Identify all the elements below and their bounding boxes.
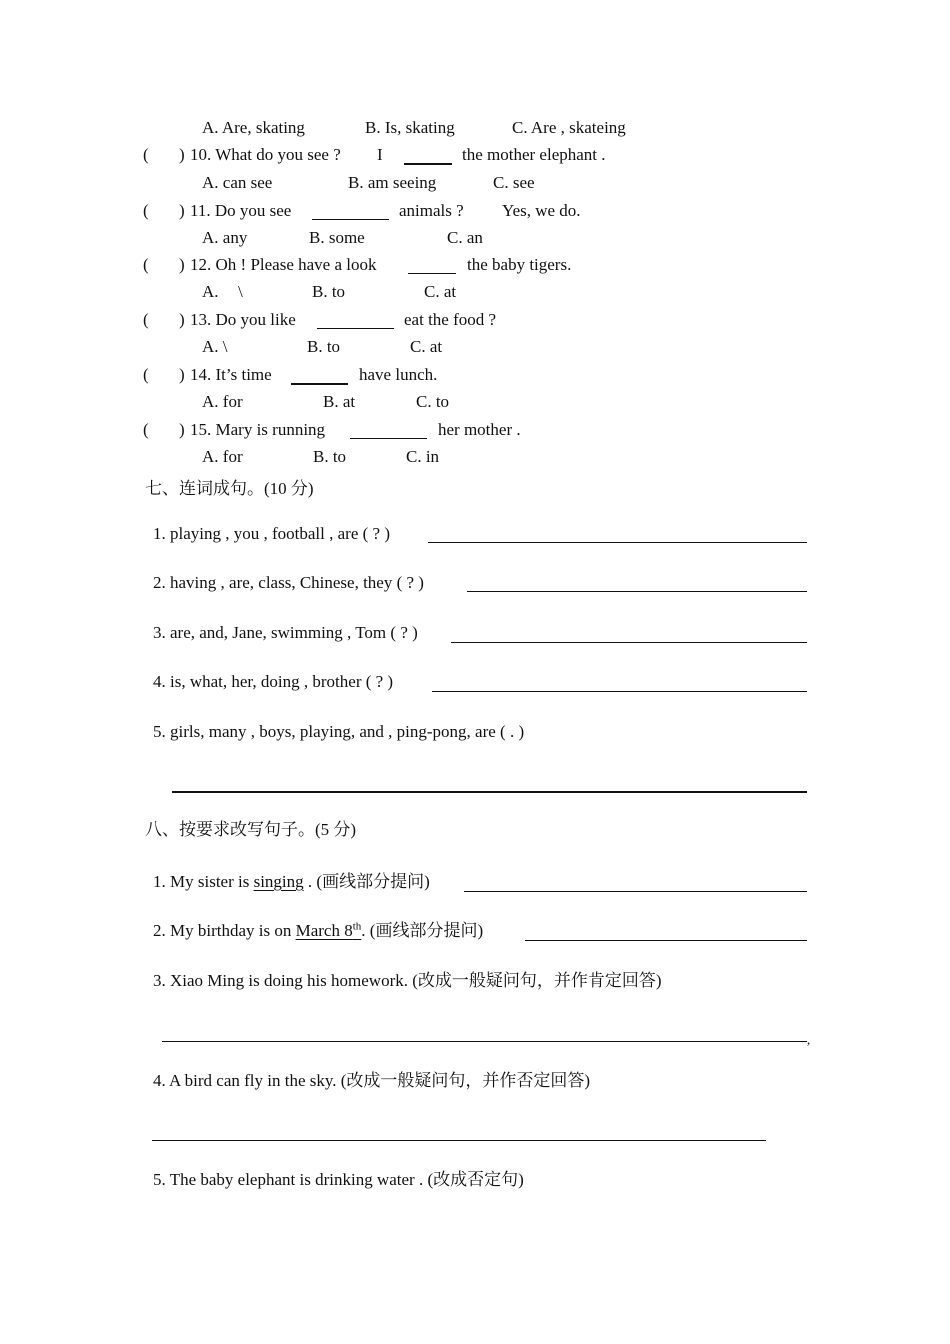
s7-item-5: 5. girls, many , boys, playing, and , ping-pong, are ( . )	[153, 722, 525, 741]
q12-option-c: C. at	[424, 282, 457, 301]
q13-option-a: A. \	[202, 337, 228, 356]
s7-item-3: 3. are, and, Jane, swimming , Tom ( ? )	[153, 623, 418, 642]
q12-option-a-slash: \	[238, 282, 243, 301]
q10-option-c: C. see	[493, 173, 535, 192]
q10-option-a: A. can see	[202, 173, 273, 192]
q9-option-a: A. Are, skating	[202, 118, 305, 137]
s7-answer-line-1[interactable]	[428, 542, 807, 543]
q13-option-c: C. at	[410, 337, 443, 356]
s8-item-2-underlined: March 8th	[295, 920, 362, 940]
q12-stem: 12. Oh ! Please have a look	[190, 255, 377, 274]
q14-stem: 14. It’s time	[190, 365, 272, 384]
q13-answer-paren-open: (	[143, 310, 149, 329]
s8-item-1: 1. My sister is singing . (画线部分提问)	[153, 872, 430, 891]
section7-title: 七、连词成句。(10 分)	[145, 479, 314, 498]
q12-answer-paren-close: )	[179, 255, 185, 274]
q13-stem: 13. Do you like	[190, 310, 296, 329]
q11-answer-paren-open: (	[143, 201, 149, 220]
q14-answer-paren-close: )	[179, 365, 185, 384]
q13-blank[interactable]	[317, 328, 394, 329]
q14-stem-end: have lunch.	[359, 365, 438, 384]
s7-item-2: 2. having , are, class, Chinese, they ( ? )	[153, 573, 424, 592]
q14-answer-paren-open: (	[143, 365, 149, 384]
q15-option-a: A. for	[202, 447, 243, 466]
s8-answer-line-3[interactable]	[162, 1041, 807, 1042]
q14-option-c: C. to	[416, 392, 450, 411]
q12-answer-paren-open: (	[143, 255, 149, 274]
s8-answer-line-1[interactable]	[464, 891, 807, 892]
q11-answer-paren-close: )	[179, 201, 185, 220]
s7-answer-line-5[interactable]	[172, 791, 807, 793]
s7-answer-line-4[interactable]	[432, 691, 807, 692]
q11-stem: 11. Do you see	[190, 201, 292, 220]
s8-answer-line-3-comma: ,	[807, 1032, 811, 1047]
q15-option-c: C. in	[406, 447, 440, 466]
q15-answer-paren-open: (	[143, 420, 149, 439]
q15-stem: 15. Mary is running	[190, 420, 326, 439]
q15-stem-end: her mother .	[438, 420, 521, 439]
s8-item-2: 2. My birthday is on March 8th. (画线部分提问)	[153, 920, 484, 940]
q11-option-a: A. any	[202, 228, 248, 247]
q12-stem-end: the baby tigers.	[467, 255, 572, 274]
q11-blank[interactable]	[312, 219, 389, 220]
section8-title: 八、按要求改写句子。(5 分)	[145, 820, 357, 839]
q15-answer-paren-close: )	[179, 420, 185, 439]
q12-option-a: A.	[202, 282, 219, 301]
q11-stem-reply: Yes, we do.	[502, 201, 581, 220]
q15-option-b: B. to	[313, 447, 347, 466]
q11-option-c: C. an	[447, 228, 483, 247]
q14-blank[interactable]	[291, 383, 348, 385]
q13-option-b: B. to	[307, 337, 341, 356]
s8-item-3: 3. Xiao Ming is doing his homework. (改成一般疑问句，并作肯定回答)	[153, 971, 662, 990]
q13-answer-paren-close: )	[179, 310, 185, 329]
q12-option-b: B. to	[312, 282, 346, 301]
q10-stem: 10. What do you see ?	[190, 145, 341, 164]
q14-option-a: A. for	[202, 392, 243, 411]
s8-item-4: 4. A bird can fly in the sky. (改成一般疑问句，并作否定回答)	[153, 1071, 591, 1090]
q13-stem-end: eat the food ?	[404, 310, 497, 329]
q12-blank[interactable]	[408, 273, 456, 274]
s8-item-1-underlined: singing	[253, 872, 304, 891]
s8-answer-line-2[interactable]	[525, 940, 807, 941]
q14-option-b: B. at	[323, 392, 356, 411]
q15-blank[interactable]	[350, 438, 427, 439]
s8-item-5: 5. The baby elephant is drinking water . (改成否定句)	[153, 1170, 524, 1189]
s7-answer-line-3[interactable]	[451, 642, 807, 643]
q11-stem-end: animals ?	[399, 201, 464, 220]
s7-item-1: 1. playing , you , football , are ( ? )	[153, 524, 390, 543]
s7-item-4: 4. is, what, her, doing , brother ( ? )	[153, 672, 394, 691]
s8-answer-line-4[interactable]	[152, 1140, 766, 1141]
q10-blank[interactable]	[404, 163, 452, 165]
q9-option-b: B. Is, skating	[365, 118, 455, 137]
q10-stem-i: I	[377, 145, 383, 164]
q10-answer-paren-open: (	[143, 145, 149, 164]
q10-answer-paren-close: )	[179, 145, 185, 164]
q11-option-b: B. some	[309, 228, 365, 247]
q10-option-b: B. am seeing	[348, 173, 437, 192]
q9-option-c: C. Are , skateing	[512, 118, 626, 137]
q10-stem-end: the mother elephant .	[462, 145, 606, 164]
s7-answer-line-2[interactable]	[467, 591, 807, 592]
